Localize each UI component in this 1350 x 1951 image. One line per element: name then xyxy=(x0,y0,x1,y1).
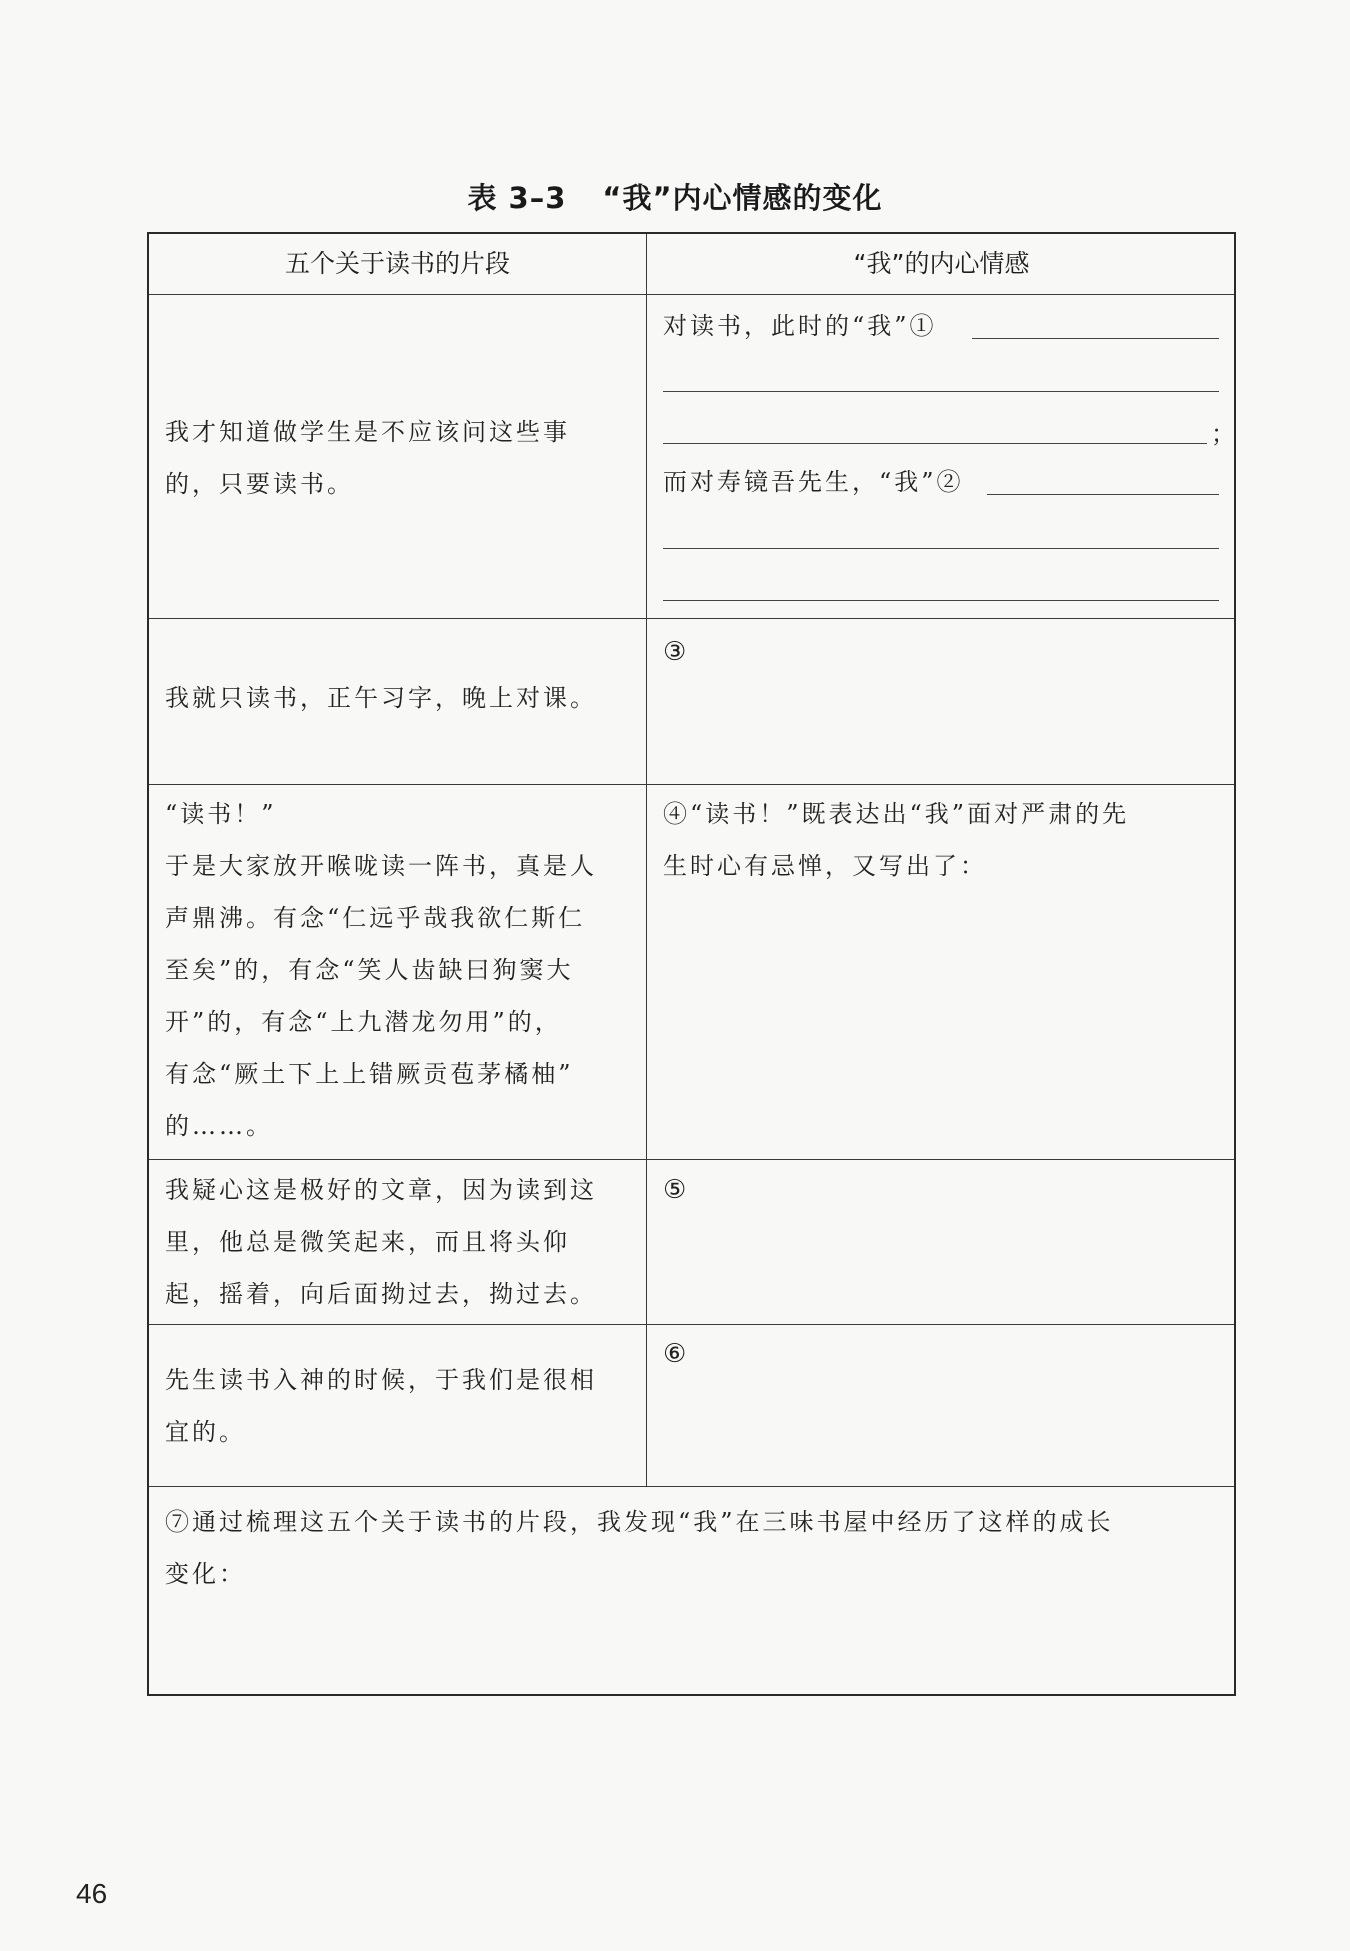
row-divider xyxy=(149,294,1234,295)
answer-blank-1[interactable] xyxy=(663,443,1207,444)
summary-line: 变化： xyxy=(165,1560,246,1588)
semicolon: ； xyxy=(1211,420,1235,448)
marker-3: ③ xyxy=(663,637,687,667)
fragment-4-line: 起，摇着，向后面拗过去，拗过去。 xyxy=(165,1280,597,1308)
feeling-1-prompt-text: 对读书，此时的“我”① xyxy=(663,312,937,340)
feeling-2-prompt-text: 而对寿镜吾先生，“我”② xyxy=(663,468,964,496)
summary-prompt[interactable] xyxy=(165,1496,1225,1600)
header-feelings: “我”的内心情感 xyxy=(853,249,1030,278)
fragment-3-line: 的……。 xyxy=(165,1112,273,1140)
feeling-4[interactable] xyxy=(663,788,1223,892)
row-divider xyxy=(149,618,1234,619)
summary-line: ⑦通过梳理这五个关于读书的片段，我发现“我”在三味书屋中经历了这样的成长 xyxy=(165,1508,1114,1536)
answer-blank-2[interactable] xyxy=(663,600,1219,601)
worksheet-table xyxy=(147,232,1236,1696)
table-title-text: “我”内心情感的变化 xyxy=(602,181,883,215)
fragment-2-line: 我就只读书，正午习字，晚上对课。 xyxy=(165,684,597,712)
fragment-3-line: 至矣”的，有念“笑人齿缺曰狗窦大 xyxy=(165,956,574,984)
fragment-1 xyxy=(165,406,635,510)
fragment-1-line: 的，只要读书。 xyxy=(165,470,354,498)
fragment-3-line: 有念“厥土下上上错厥贡苞茅橘柚” xyxy=(165,1060,574,1088)
marker-5: ⑤ xyxy=(663,1175,687,1205)
row-divider xyxy=(149,784,1234,785)
fragment-1-line: 我才知道做学生是不应该问这些事 xyxy=(165,418,570,446)
fragment-5 xyxy=(165,1354,635,1458)
fragment-5-line: 先生读书入神的时候，于我们是很相 xyxy=(165,1366,597,1394)
feeling-3[interactable] xyxy=(663,626,1223,678)
row-divider xyxy=(149,1324,1234,1325)
feeling-4-line: ④“读书！”既表达出“我”面对严肃的先 xyxy=(663,800,1130,828)
fragment-3 xyxy=(165,788,635,1152)
feeling-4-line: 生时心有忌惮，又写出了： xyxy=(663,852,987,880)
fragment-3-line: 声鼎沸。有念“仁远乎哉我欲仁斯仁 xyxy=(165,904,586,932)
answer-blank-2[interactable] xyxy=(987,494,1219,495)
answer-blank-2[interactable] xyxy=(663,548,1219,549)
feeling-5[interactable] xyxy=(663,1164,1223,1216)
table-title xyxy=(0,176,1350,217)
marker-6: ⑥ xyxy=(663,1339,687,1369)
answer-blank-1[interactable] xyxy=(972,338,1219,339)
fragment-3-line: 开”的，有念“上九潜龙勿用”的， xyxy=(165,1008,562,1036)
fragment-3-line: 于是大家放开喉咙读一阵书，真是人 xyxy=(165,852,597,880)
fragment-4 xyxy=(165,1164,635,1320)
table-number: 表 3–3 xyxy=(467,181,567,215)
fragment-2 xyxy=(165,672,635,724)
header-fragments: 五个关于读书的片段 xyxy=(284,249,510,278)
feeling-1-prompt xyxy=(663,300,1223,352)
fragment-3-line: “读书！” xyxy=(165,800,277,828)
fragment-4-line: 我疑心这是极好的文章，因为读到这 xyxy=(165,1176,597,1204)
answer-blank-1[interactable] xyxy=(663,391,1219,392)
feeling-2-prompt xyxy=(663,456,1223,508)
row-divider xyxy=(149,1159,1234,1160)
row-divider xyxy=(149,1486,1234,1487)
column-divider xyxy=(646,234,647,1486)
feeling-6[interactable] xyxy=(663,1328,1223,1380)
fragment-5-line: 宜的。 xyxy=(165,1418,246,1446)
page-number: 46 xyxy=(76,1878,108,1909)
fragment-4-line: 里，他总是微笑起来，而且将头仰 xyxy=(165,1228,570,1256)
